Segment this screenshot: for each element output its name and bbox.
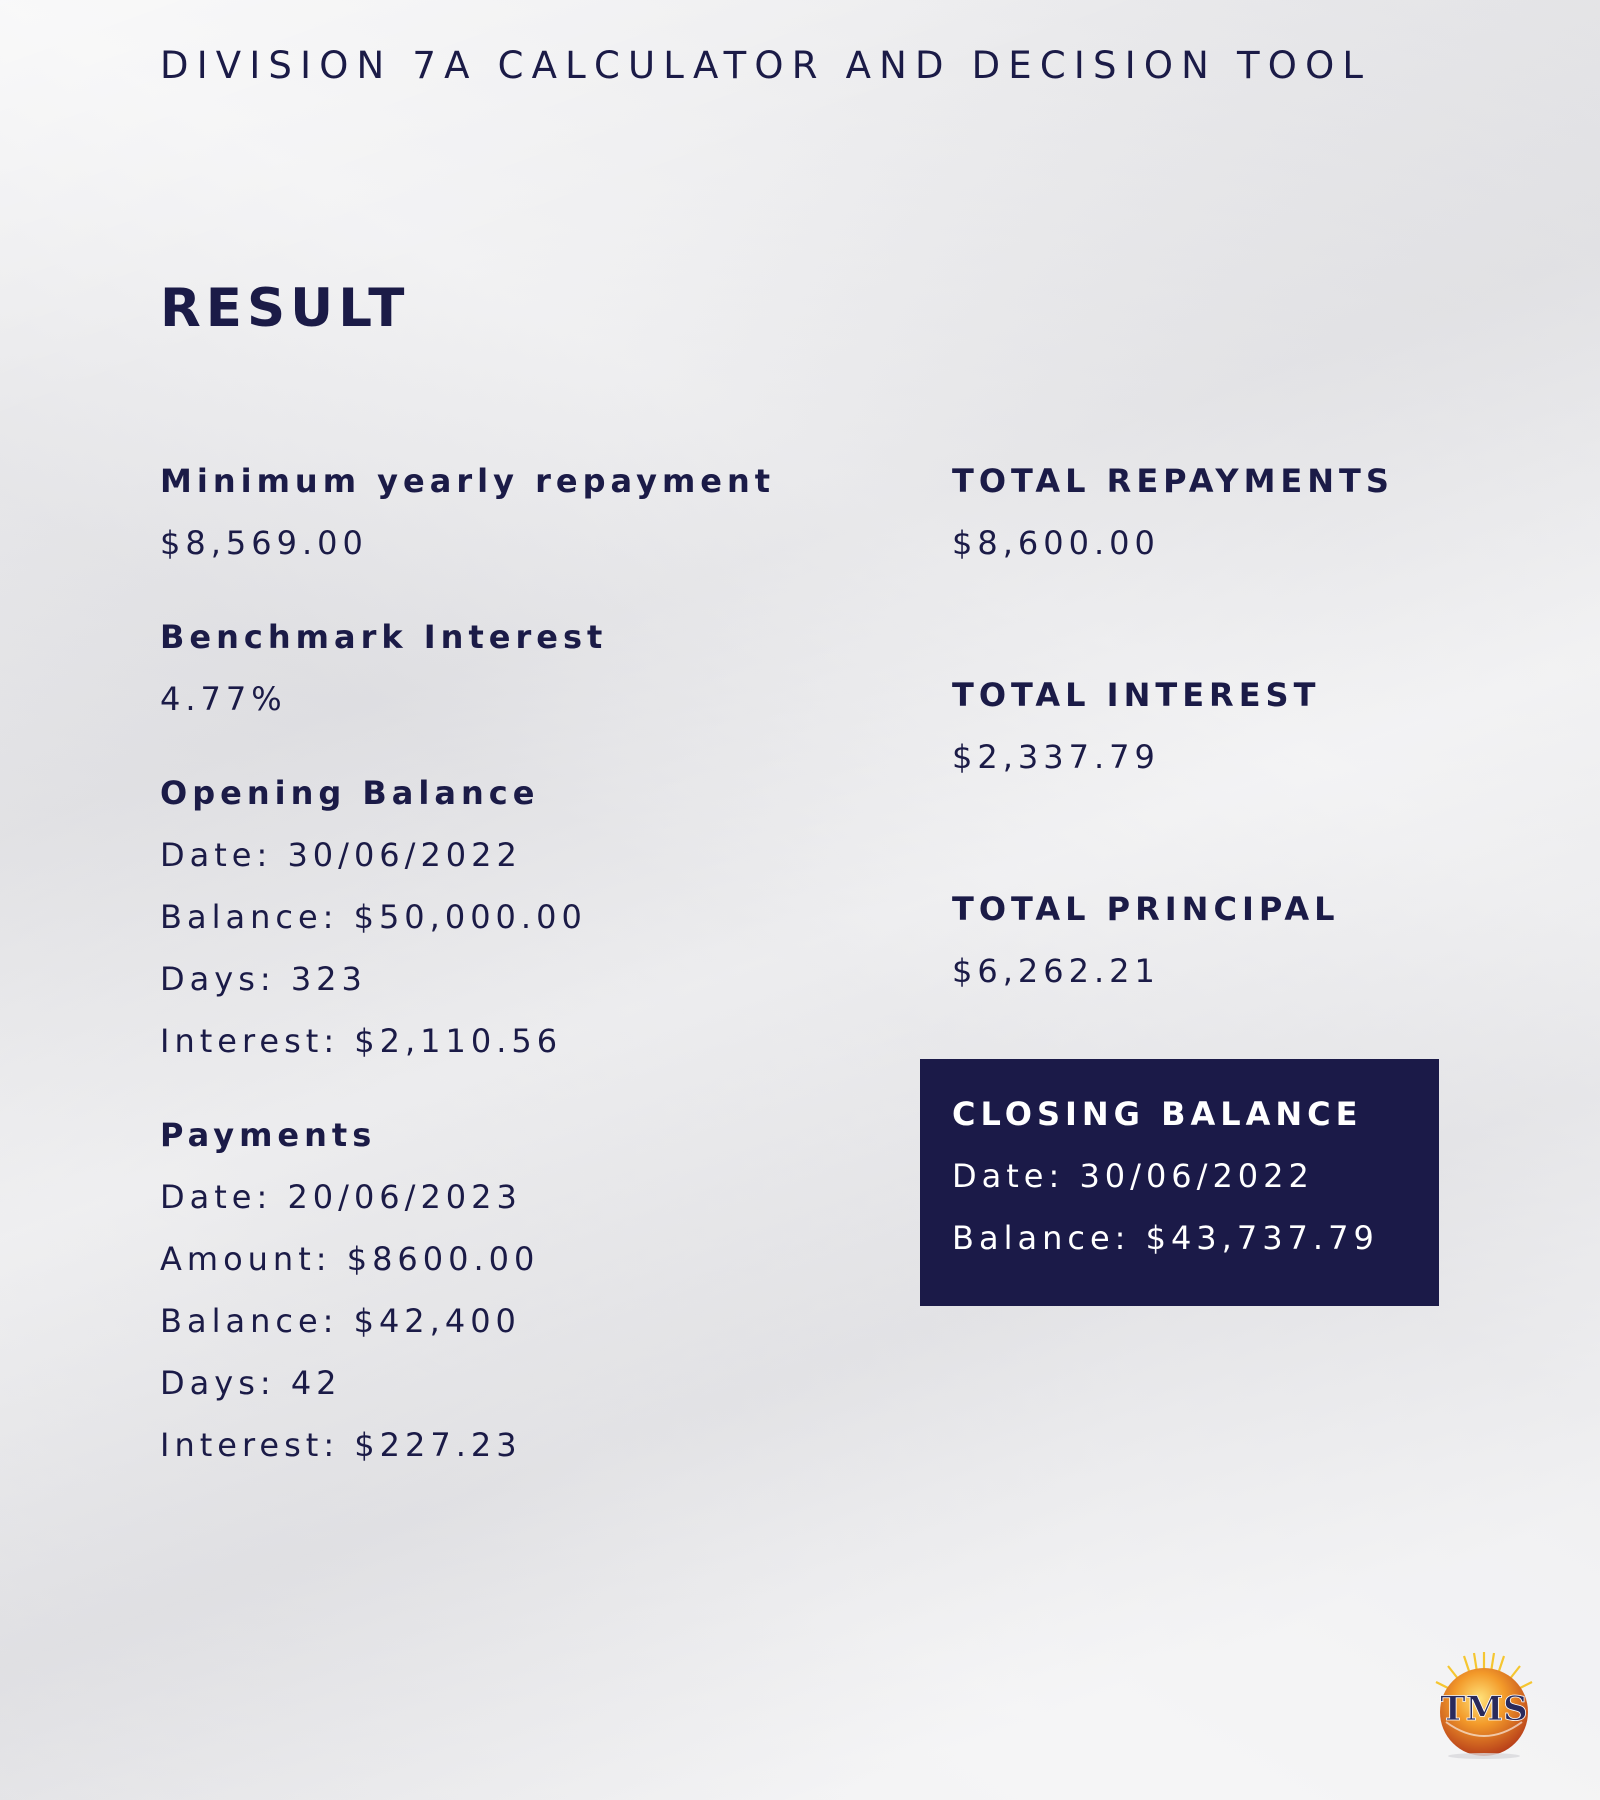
page-header-title: DIVISION 7A CALCULATOR AND DECISION TOOL [160,44,1372,87]
total-interest-value: $2,337.79 [952,738,1160,776]
total-repayments-value: $8,600.00 [952,524,1160,562]
min-repayment-label: Minimum yearly repayment [160,462,776,500]
total-repayments-label: TOTAL REPAYMENTS [952,462,1394,500]
tms-logo [1428,1650,1540,1762]
closing-balance-label: CLOSING BALANCE [952,1095,1363,1133]
payment-date: Date: 20/06/2023 [160,1178,522,1216]
opening-balance-label: Opening Balance [160,774,540,812]
right-column [952,458,1472,1010]
opening-days: Days: 323 [160,960,367,998]
tms-sun-logo-icon [1428,1650,1540,1762]
result-title: RESULT [160,278,410,339]
total-interest-label: TOTAL INTEREST [952,676,1321,714]
payment-balance: Balance: $42,400 [160,1302,521,1340]
closing-date: Date: 30/06/2022 [952,1157,1314,1195]
min-repayment-value: $8,569.00 [160,524,368,562]
closing-balance-box [920,1059,1439,1306]
left-column [160,458,920,1484]
opening-date: Date: 30/06/2022 [160,836,522,874]
total-principal-label: TOTAL PRINCIPAL [952,890,1340,928]
payment-amount: Amount: $8600.00 [160,1240,540,1278]
benchmark-interest-label: Benchmark Interest [160,618,608,656]
opening-interest: Interest: $2,110.56 [160,1022,563,1060]
payment-interest: Interest: $227.23 [160,1426,522,1464]
closing-balance-amount: Balance: $43,737.79 [952,1219,1379,1257]
total-principal-value: $6,262.21 [952,952,1160,990]
payment-days: Days: 42 [160,1364,342,1402]
tms-logo-text: TMS [1440,1689,1528,1729]
payments-label: Payments [160,1116,377,1154]
benchmark-interest-value: 4.77% [160,680,287,718]
opening-balance-amount: Balance: $50,000.00 [160,898,587,936]
